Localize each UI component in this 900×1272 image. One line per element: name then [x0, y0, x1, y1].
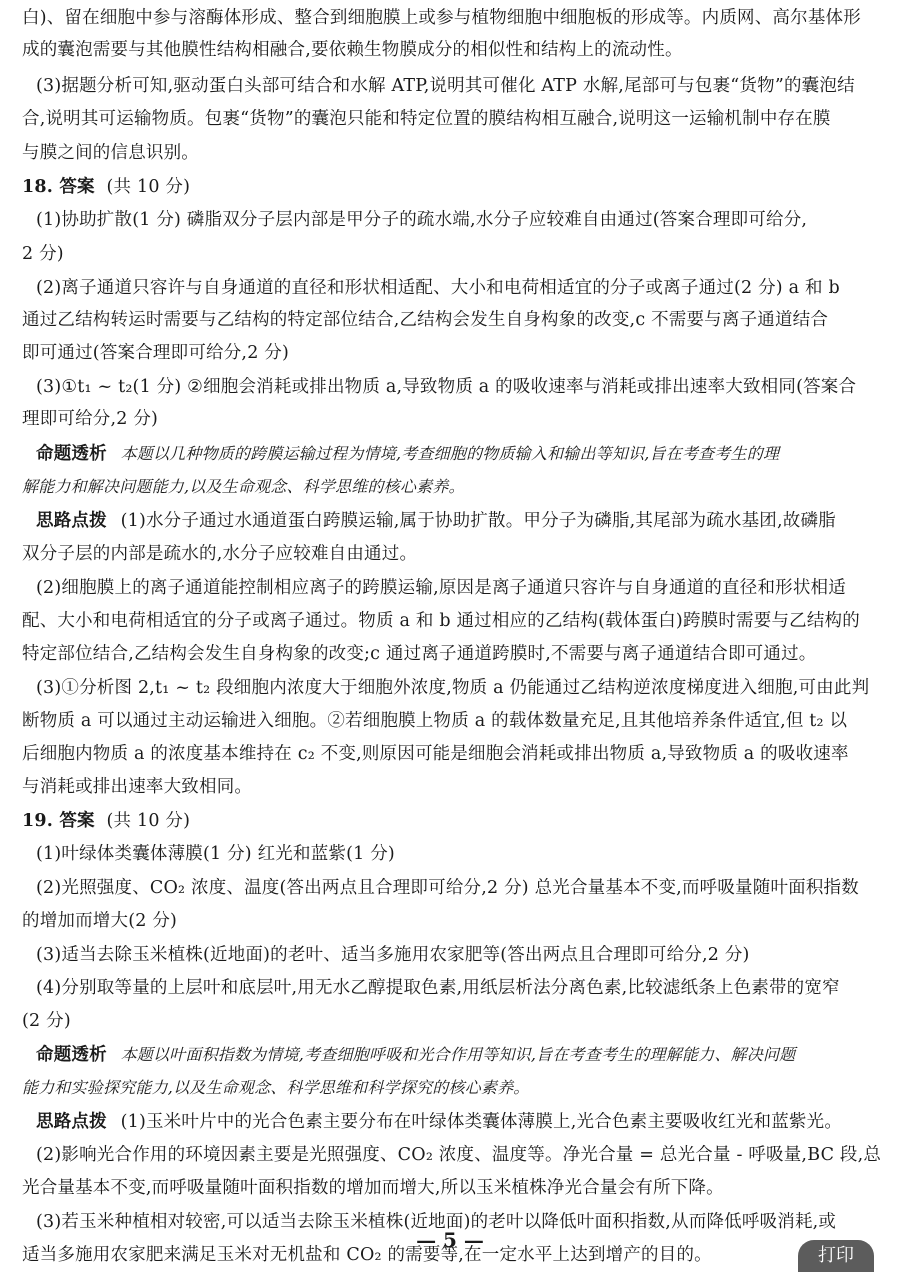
q19-answer-line: (3)适当去除玉米植株(近地面)的老叶、适当多施用农家肥等(答出两点且合理即可给分,2 分)	[36, 945, 750, 965]
hint-text: 与消耗或排出速率大致相同。	[22, 777, 253, 797]
q17-text-line: 合,说明其可运输物质。包裹“货物”的囊泡只能和特定位置的膜结构相互融合,说明这一运输机制中存在膜	[22, 109, 831, 129]
q18-answer-line: 即可通过(答案合理即可给分,2 分)	[22, 343, 290, 363]
hint-text: 后细胞内物质 a 的浓度基本维持在 c₂ 不变,则原因可能是细胞会消耗或排出物质 a,导致物质 a 的吸收速率	[22, 744, 849, 764]
q19-answer-heading	[22, 807, 190, 835]
hint-text: 特定部位结合,乙结构会发生自身构象的改变;c 通过离子通道跨膜时,不需要与离子通道结合即可通过。	[22, 644, 817, 664]
q19-header: 19. 答案	[22, 811, 95, 831]
q19-analysis	[36, 1041, 795, 1069]
analysis-label: 命题透析	[36, 1045, 107, 1065]
page-number: — 5 —	[416, 1228, 484, 1252]
q18-points: (共 10 分)	[106, 177, 191, 197]
q17-text-line: 与膜之间的信息识别。	[22, 143, 199, 163]
q17-text-line: 成的囊泡需要与其他膜性结构相融合,要依赖生物膜成分的相似性和结构上的流动性。	[22, 40, 683, 60]
q19-answer-line: (2)光照强度、CO₂ 浓度、温度(答出两点且合理即可给分,2 分) 总光合量基本不变,而呼吸量随叶面积指数	[36, 878, 859, 898]
q19-answer-line: (2 分)	[22, 1011, 71, 1031]
print-button[interactable]: 打印	[798, 1240, 874, 1272]
hint-text: 断物质 a 可以通过主动运输进入细胞。②若细胞膜上物质 a 的载体数量充足,且其他培养条件适宜,但 t₂ 以	[22, 711, 848, 731]
q18-answer-line: (3)①t₁ ~ t₂(1 分) ②细胞会消耗或排出物质 a,导致物质 a 的吸收速率与消耗或排出速率大致相同(答案合	[36, 377, 857, 397]
q18-analysis	[36, 440, 779, 468]
analysis-text: 本题以几种物质的跨膜运输过程为情境,考查细胞的物质输入和输出等知识,旨在考查考生的理	[120, 444, 780, 463]
q18-answer-line: (2)离子通道只容许与自身通道的直径和形状相适配、大小和电荷相适宜的分子或离子通过(2 分) a 和 b	[36, 278, 840, 298]
hint-text: (2)细胞膜上的离子通道能控制相应离子的跨膜运输,原因是离子通道只容许与自身通道的直径和形状相适	[36, 578, 846, 598]
q19-hint	[36, 1108, 842, 1136]
q19-answer-line: (4)分别取等量的上层叶和底层叶,用无水乙醇提取色素,用纸层析法分离色素,比较滤纸条上色素带的宽窄	[36, 978, 840, 998]
hint-text: (3)①分析图 2,t₁ ~ t₂ 段细胞内浓度大于细胞外浓度,物质 a 仍能通过乙结构逆浓度梯度进入细胞,可由此判	[36, 678, 870, 698]
q18-answer-line: (1)协助扩散(1 分) 磷脂双分子层内部是甲分子的疏水端,水分子应较难自由通过(答案合理即可给分,	[36, 210, 808, 230]
analysis-text: 本题以叶面积指数为情境,考查细胞呼吸和光合作用等知识,旨在考查考生的理解能力、解决问题	[120, 1045, 796, 1064]
q18-answer-heading	[22, 173, 190, 201]
analysis-text: 解能力和解决问题能力,以及生命观念、科学思维的核心素养。	[22, 477, 465, 496]
q18-header: 18. 答案	[22, 177, 95, 197]
q18-answer-line: 通过乙结构转运时需要与乙结构的特定部位结合,乙结构会发生自身构象的改变,c 不需要与离子通道结合	[22, 310, 829, 330]
q17-text-line: 白)、留在细胞中参与溶酶体形成、整合到细胞膜上或参与植物细胞中细胞板的形成等。内质网、高尔基体形	[22, 8, 861, 28]
q19-points: (共 10 分)	[106, 811, 191, 831]
q18-answer-line: 理即可给分,2 分)	[22, 409, 159, 429]
hint-text: 双分子层的内部是疏水的,水分子应较难自由通过。	[22, 544, 418, 564]
hint-label: 思路点拨	[36, 1112, 107, 1132]
analysis-label: 命题透析	[36, 444, 107, 464]
q18-hint	[36, 507, 836, 535]
hint-text: (1)玉米叶片中的光合色素主要分布在叶绿体类囊体薄膜上,光合色素主要吸收红光和蓝紫光。	[120, 1112, 843, 1132]
hint-text: (2)影响光合作用的环境因素主要是光照强度、CO₂ 浓度、温度等。净光合量 = 总光合量 - 呼吸量,BC 段,总	[36, 1145, 882, 1165]
hint-text: 配、大小和电荷相适宜的分子或离子通过。物质 a 和 b 通过相应的乙结构(载体蛋白)跨膜时需要与乙结构的	[22, 611, 860, 631]
hint-label: 思路点拨	[36, 511, 107, 531]
hint-text: (1)水分子通过水通道蛋白跨膜运输,属于协助扩散。甲分子为磷脂,其尾部为疏水基团,故磷脂	[120, 511, 836, 531]
q17-text-line: (3)据题分析可知,驱动蛋白头部可结合和水解 ATP,说明其可催化 ATP 水解,尾部可与包裹“货物”的囊泡结	[36, 76, 855, 96]
q18-answer-line: 2 分)	[22, 244, 64, 264]
hint-text: 光合量基本不变,而呼吸量随叶面积指数的增加而增大,所以玉米植株净光合量会有所下降。	[22, 1178, 724, 1198]
analysis-text: 能力和实验探究能力,以及生命观念、科学思维和科学探究的核心素养。	[22, 1078, 530, 1097]
q19-answer-line: 的增加而增大(2 分)	[22, 911, 178, 931]
q19-answer-line: (1)叶绿体类囊体薄膜(1 分) 红光和蓝紫(1 分)	[36, 844, 395, 864]
hint-text: 适当多施用农家肥来满足玉米对无机盐和 CO₂ 的需要等,在一定水平上达到增产的目的。	[22, 1245, 712, 1265]
hint-text: (3)若玉米种植相对较密,可以适当去除玉米植株(近地面)的老叶以降低叶面积指数,从而降低呼吸消耗,或	[36, 1212, 837, 1232]
